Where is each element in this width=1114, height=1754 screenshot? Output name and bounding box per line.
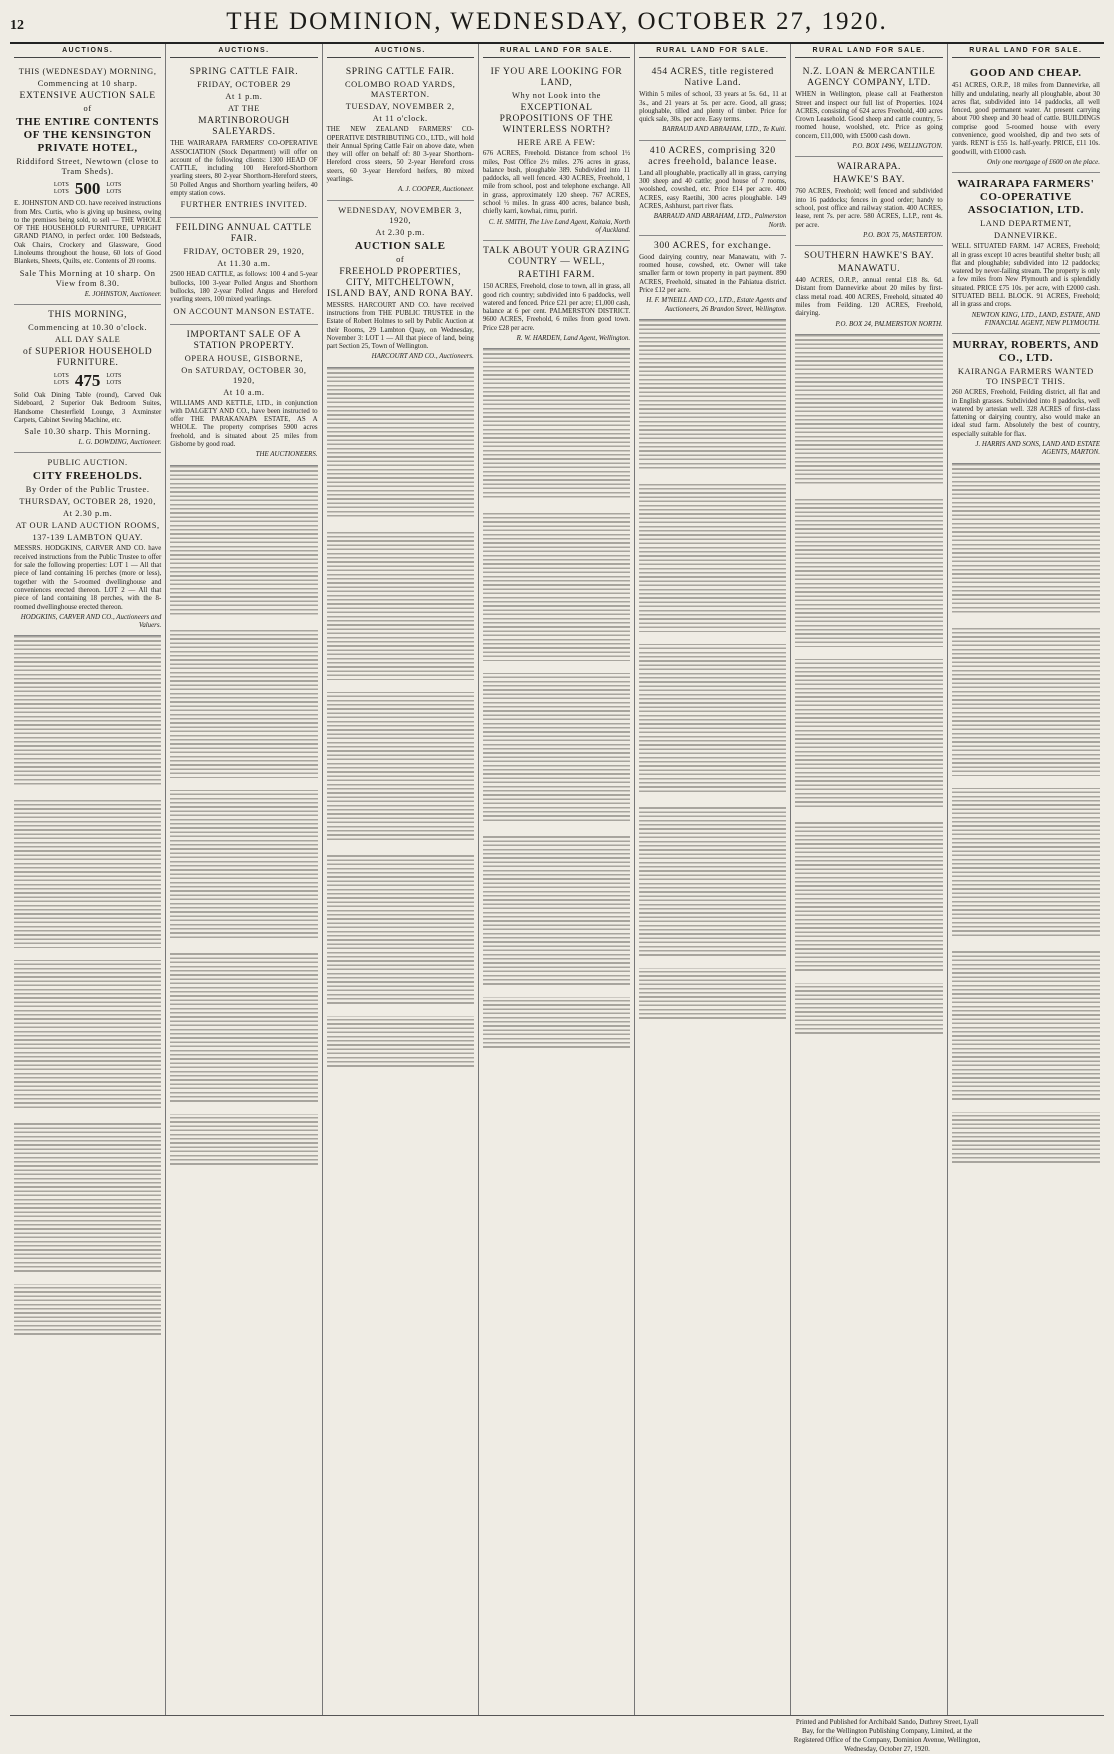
column-heading: RURAL LAND FOR SALE. [639,47,786,58]
ad-line: At 1 p.m. [225,92,263,102]
ad-line: FRIDAY, OCTOBER 29 [197,80,291,90]
ad-winterless-north [483,62,630,241]
ad-signature: HARCOURT AND CO., Auctioneers. [371,353,474,361]
ad-body: WILLIAMS AND KETTLE, LTD., in conjunction with DALGETY AND CO., have been instructed to offer THE PARAKANAPA ESTATE, AS A WHOLE. The property comprises 5900 acres freehold, and is situated about 25 miles from Gisborne by good road. [170,399,318,449]
ad-headline: RAETIHI FARM. [518,270,595,281]
ad-line: of [396,254,405,264]
ad-signature: FURTHER ENTRIES INVITED. [180,200,308,210]
ad-line: At 11 o'clock. [372,114,428,124]
lots-count: LOTS LOTS 475 LOTS LOTS [53,370,122,390]
ad-line: ALL DAY SALE [54,334,121,344]
column-auctions-3 [323,44,479,1715]
ad-line: On SATURDAY, OCTOBER 30, 1920, [181,365,307,385]
ad-signature: A. J. COOPER, Auctioneer. [398,186,474,194]
ad-body: Land all ploughable, practically all in grass, carrying 300 sheep and 40 cattle; good house of 7 rooms, woolshed, cowshed, etc. Price £14 per acre. 400 ACRES, easy Raetihi, 300 acres ploughable. 149 ACRES, Ashhurst, part river flats. [639,169,787,210]
ad-station-property [170,325,317,466]
ad-body: Within 5 miles of school, 33 years at 5s. 6d., 11 at 3s., and 21 years at 5s. per acre. Good, all grass; ploughable, tilled and plenty of timber. Price for quick sale, 30s. per acre. Easy terms. [639,91,787,124]
ad-line: At 2.30 p.m. [375,227,425,237]
column-rural-2 [635,44,791,1715]
ad-fine-print [952,464,1100,1164]
ad-wairarapa-hawkes-bay [795,157,942,246]
ad-headline: MARTINBOROUGH SALEYARDS. [198,116,290,138]
ad-martinborough-cattle-fair [170,62,317,218]
ad-line: Why not Look into the [512,91,601,101]
ad-body: 760 ACRES, Freehold; well fenced and subdivided into 16 paddocks; fences in good order; handy to school, post office and railway station. 400 ACRES, lease, rent 7s. per acre. 580 ACRES, L.I.P., rent 4s. per acre. [795,188,943,229]
ad-body: WHEN in Wellington, please call at Featherston Street and inspect our full list of Properties. 1024 ACRES, consisting of 624 acres Freehold, 400 acres Crown Leasehold. Good sheep and cattle country, 5-roomed house, woolshed, etc. Price as going concern, £11,000, with £5000 cash down. [795,91,943,140]
ad-line: FRIDAY, OCTOBER 29, 1920, [183,247,305,257]
ad-line: WEDNESDAY, NOVEMBER 3, 1920, [338,205,463,225]
ad-signature: E. JOHNSTON, Auctioneer. [84,290,162,298]
column-rural-4 [948,44,1104,1715]
ad-nz-loan-mercantile [795,62,942,157]
ad-line: At 11.30 a.m. [217,259,271,269]
ad-line: DANNEVIRKE. [994,231,1058,241]
ad-body: 2500 HEAD CATTLE, as follows: 100 4 and 5-year bullocks, 100 3-year Polled Angus and Shorthorn bullocks, 180 2-year Polled Angus and Hereford yearling steers, 100 mixed yearlings. [170,271,318,304]
ad-exchange [639,236,786,320]
column-auctions-2 [166,44,322,1715]
ad-line: THIS MORNING, [48,309,128,320]
lots-number: 475 [74,370,101,390]
ad-freehold-properties [327,201,474,368]
ad-signature: H. F. M'NEILL AND CO., LTD., Estate Agents and Auctioneers, 26 Brandon Street, Wellington. [646,297,787,313]
columns [10,44,1104,1716]
ad-line: OPERA HOUSE, GISBORNE, [184,353,304,363]
ad-line: THIS (WEDNESDAY) MORNING, [18,67,157,77]
ad-fine-print [170,466,317,1166]
ad-fine-print [14,636,161,1336]
column-heading: RURAL LAND FOR SALE. [952,47,1100,58]
ad-line: THURSDAY, OCTOBER 28, 1920, [19,497,156,507]
ad-headline: 300 ACRES, for exchange. [653,240,772,251]
ad-line: TUESDAY, NOVEMBER 2, [345,102,455,112]
ad-line: AT THE [227,104,260,114]
column-heading: AUCTIONS. [327,47,474,58]
ad-signature: R. W. HARDEN, Land Agent, Wellington. [516,335,631,343]
ad-headline: N.Z. LOAN & MERCANTILE AGENCY COMPANY, LTD. [802,67,936,89]
column-heading: RURAL LAND FOR SALE. [795,47,942,58]
ad-line: PUBLIC AUCTION. [47,458,128,468]
ad-body: MESSRS. HODGKINS, CARVER AND CO. have received instructions from the Public Trustee to offer for sale the following properties: LOT 1 — All that piece of land containing 16 perches (more or less), together with the 5-roomed dwellinghouse and conveniences erected thereon. LOT 2 — All that piece of land containing 18 perches, with the 8-roomed dwellinghouse erected thereon. [14,545,162,611]
ad-freehold-lease [639,141,786,236]
ad-headline: FREEHOLD PROPERTIES, CITY, MITCHELTOWN, ISLAND BAY, AND RONA BAY. [326,266,474,299]
ad-headline: 410 ACRES, comprising 320 acres freehold, balance lease. [648,145,778,167]
column-heading: RURAL LAND FOR SALE. [483,47,630,58]
ad-body: MESSRS. HARCOURT AND CO. have received instructions from THE PUBLIC TRUSTEE in the Estate of Robert Holmes to sell by Public Auction at their Rooms, 29 Lambton Quay, on Wednesday, November 3: LOT 1 — All that piece of land, being part Section 25, Town of Wellington. [326,301,474,351]
ad-signature: P.O. BOX 75, MASTERTON. [863,231,943,239]
page-number: 12 [10,18,24,33]
column-auctions-1 [10,44,166,1715]
ad-line: KAIRANGA FARMERS WANTED TO INSPECT THIS. [957,367,1094,387]
column-rural-1 [479,44,635,1715]
lots-count: LOTS LOTS 500 LOTS LOTS [53,179,122,199]
ad-line: At 10 a.m. [223,387,265,397]
ad-city-freeholds [14,453,161,636]
ad-headline: AUCTION SALE [354,239,446,252]
ad-headline: TALK ABOUT YOUR GRAZING COUNTRY — WELL, [483,246,630,268]
ad-signature: BARRAUD AND ABRAHAM, LTD., Palmerston North. [653,213,787,229]
ad-headline: THE ENTIRE CONTENTS OF THE KENSINGTON PRIVATE HOTEL, [16,116,160,155]
ad-headline: MANAWATU. [837,264,901,275]
ad-headline: SOUTHERN HAWKE'S BAY. [804,251,935,262]
ad-native-land [639,62,786,140]
ad-body: 676 ACRES, Freehold. Distance from school 1½ miles, Post Office 2½ miles. 276 acres in grass, balance bush, ploughable 389. Subdivided into 11 paddocks, all well fenced. 430 ACRES, Freehold, 1 mile from school, post and telephone exchange. All in grass, approximately 120 sheep. 767 ACRES, school ½ miles. In grass 400 acres, balance bush, chiefly karri, kowhai, rimu, puriri. [482,150,631,216]
ad-headline: FEILDING ANNUAL CATTLE FAIR. [175,223,313,245]
ad-headline: WAIRARAPA. [837,162,902,173]
ad-body: 260 ACRES, Freehold, Feilding district, all flat and in English grasses. Subdivided into 8 paddocks, well watered by artesian well. 328 ACRES of first-class fattening or dairying country, also would make an ideal stud farm. Absolutely the best of country, especially suitable for flax. [951,389,1100,438]
ad-body: WELL SITUATED FARM. 147 ACRES, Freehold; all in grass except 10 acres beautiful shelter bush; all flat and ploughable; subdivided into 12 paddocks; watered by never-failing stream. The property is only a few miles from New Plymouth and is splendidly situated. PRICE £75 10s. per acre, with £2000 cash. SITUATED BELL BLOCK. 91 ACRES, Freehold; all in grass and crops. [951,243,1100,309]
ad-body: Solid Oak Dining Table (round), Carved Oak Sideboard, 2 Superior Oak Bedroom Suites, Handsome Chesterfield Lounge, 3 Axminster Carpets, Cabinet Sewing Machine, etc. [14,391,162,424]
ad-body: E. JOHNSTON AND CO. have received instructions from Mrs. Curtis, who is giving up business, owing to the premises being sold, to sell — THE WHOLE OF THE HOUSEHOLD FURNITURE, UPRIGHT GRAND PIANO, in perfect order. 100 Bedsteads, Oak Chairs, Crockery and Glassware, Good Linoleums throughout the house, 60 lots of Good Blankets, Sheets, Quilts, etc. Contents of 20 rooms. [14,200,162,266]
ad-headline: 454 ACRES, title registered Native Land. [651,67,774,89]
ad-headline: EXCEPTIONAL PROPOSITIONS OF THE WINTERLESS NORTH? [499,103,614,136]
column-heading: AUCTIONS. [170,47,317,58]
ad-headline: GOOD AND CHEAP. [970,67,1082,80]
ad-body: 440 ACRES, O.R.P., annual rental £18 8s. 6d. Distant from Dannevirke about 20 miles by first-class metal road. 400 ACRES, Freehold, situated 40 miles from Feilding. 120 ACRES, Freehold, dairying. [795,277,943,318]
ad-line: AT OUR LAND AUCTION ROOMS, [15,521,160,531]
ad-headline: HAWKE'S BAY. [833,175,905,186]
ad-fine-print [795,335,942,1035]
ad-signature: P.O. BOX 1496, WELLINGTON. [852,143,943,151]
ad-body: THE NEW ZEALAND FARMERS' CO-OPERATIVE DISTRIBUTING CO., LTD., will hold their Annual Spring Cattle Fair on above date, when they will offer on behalf of: 80 3-year Shorthorn-Hereford cross steers, 50 2-year Hereford cross steers, 60 3-year Hereford heifers, 80 mixed yearlings. [326,126,474,184]
ad-line: Commencing at 10 sharp. [37,79,138,89]
ad-note: Sale This Morning at 10 sharp. On View from 8.30. [19,268,156,288]
ad-line: Commencing at 10.30 o'clock. [28,322,148,332]
ad-fine-print [483,349,630,1049]
ad-line: HERE ARE A FEW: [517,138,596,148]
lots-number: 500 [74,179,101,199]
ad-southern-hawkes-bay [795,246,942,335]
ad-headline: SPRING CATTLE FAIR. [345,67,455,78]
ad-headline: IMPORTANT SALE OF A STATION PROPERTY. [186,329,302,351]
ad-feilding-cattle-fair [170,218,317,324]
ad-wairarapa-farmers [952,173,1100,334]
ad-body: THE WAIRARAPA FARMERS' CO-OPERATIVE ASSOCIATION (Stock Department) will offer on account of the following clients: 1300 HEAD OF CATTLE, including 100 Hereford-Shorthorn yearling steers, 80 2-year Shorthorn-Hereford steers, 50 Polled Angus and Shorthorn yearling heifers, 40 empty station cows. [170,140,318,198]
ad-body: 150 ACRES, Freehold, close to town, all in grass, all good rich country; subdivided into 6 paddocks, well watered and fenced. Price £21 per acre; £1,000 cash, balance at 6 per cent. PALMERSTON DISTRICT. 9600 ACRES, Freehold, 6 miles from good town. Price £28 per acre. [482,283,631,332]
ad-kensington-hotel [14,62,161,305]
ad-fine-print [327,368,474,1068]
ad-body: Good dairying country, near Manawatu, with 7-roomed house, cowshed, etc. Owner will take smaller farm or town property in part payment. 890 ACRES, Freehold, situated in the Pahiatua district. Price £12 per acre. [639,253,787,295]
ad-line: By Order of the Public Trustee. [25,485,150,495]
ad-line: COLOMBO ROAD YARDS, MASTERTON. [344,80,456,100]
ad-signature: J. HARRIS AND SONS, LAND AND ESTATE AGENTS, MARTON. [975,441,1100,457]
ad-raetihi-farm [483,241,630,349]
ad-line: LAND DEPARTMENT, [980,219,1072,229]
ad-line: Riddiford Street, Newtown (close to Tram Sheds). [16,157,159,177]
ad-headline: IF YOU ARE LOOKING FOR LAND, [490,67,623,89]
ad-signature: BARRAUD AND ABRAHAM, LTD., Te Kuiti. [662,126,787,134]
ad-signature: THE AUCTIONEERS. [255,451,318,459]
ad-masterton-cattle-fair [327,62,474,200]
ad-signature: P.O. BOX 24, PALMERSTON NORTH. [835,320,943,328]
ad-body: 451 ACRES, O.R.P., 18 miles from Dannevirke, all hilly and undulating, nearly all ploughable, about 30 acres flat, subdivided into 14 paddocks, all well fenced, good permanent water. At present carrying about 700 sheep and 30 head of cattle. BUILDINGS comprise good 5-roomed house with every convenience, good woolshed, dip and two sets of yards. RENT is £55 1s. half-yearly. PRICE, £11 10s. goodwill, with £1000 cash. [951,82,1100,156]
ad-fine-print [639,320,786,1020]
ad-signature: L. G. DOWDING, Auctioneer. [78,439,162,447]
ad-kairanga-farmers [952,334,1100,463]
ad-line: 137-139 LAMBTON QUAY. [32,533,143,543]
ad-signature: NEWTON KING, LTD., LAND, ESTATE, AND FINANCIAL AGENT, NEW PLYMOUTH. [971,311,1100,327]
masthead [10,8,1104,44]
printer-imprint: Printed and Published for Archibald Sando, Duthrey Street, Lyall Bay, for the Wellington Publishing Company, Limited, at the Registered Office of the Company, Dominion Avenue, Wellington, Wednesday, October 27, 1920. [793,1718,981,1753]
column-heading: AUCTIONS. [14,47,161,58]
ad-household-furniture [14,305,161,453]
ad-signature: Only one mortgage of £600 on the place. [987,158,1100,166]
ad-headline: EXTENSIVE AUCTION SALE [19,91,156,102]
ad-line: At 2.30 p.m. [62,509,113,519]
ad-headline: of SUPERIOR HOUSEHOLD FURNITURE. [23,346,153,368]
ad-signature: ON ACCOUNT MANSON ESTATE. [173,306,315,316]
ad-signature: HODGKINS, CARVER AND CO., Auctioneers and Valuers. [20,613,162,630]
ad-signature: C. H. SMITH, The Live Land Agent, Kaitaia, North of Auckland. [488,218,631,234]
ad-line: of [83,104,92,114]
column-rural-3 [791,44,947,1715]
ad-headline: SPRING CATTLE FAIR. [189,67,299,78]
paper-title: THE DOMINION, WEDNESDAY, OCTOBER 27, 1920. [226,8,888,35]
ad-headline: MURRAY, ROBERTS, AND CO., LTD. [952,339,1100,365]
ad-headline: CITY FREEHOLDS. [32,470,143,483]
ad-note: Sale 10.30 sharp. This Morning. [24,427,151,437]
ad-headline: WAIRARAPA FARMERS' CO-OPERATIVE ASSOCIATION, LTD. [957,178,1095,217]
ad-good-and-cheap [952,62,1100,173]
